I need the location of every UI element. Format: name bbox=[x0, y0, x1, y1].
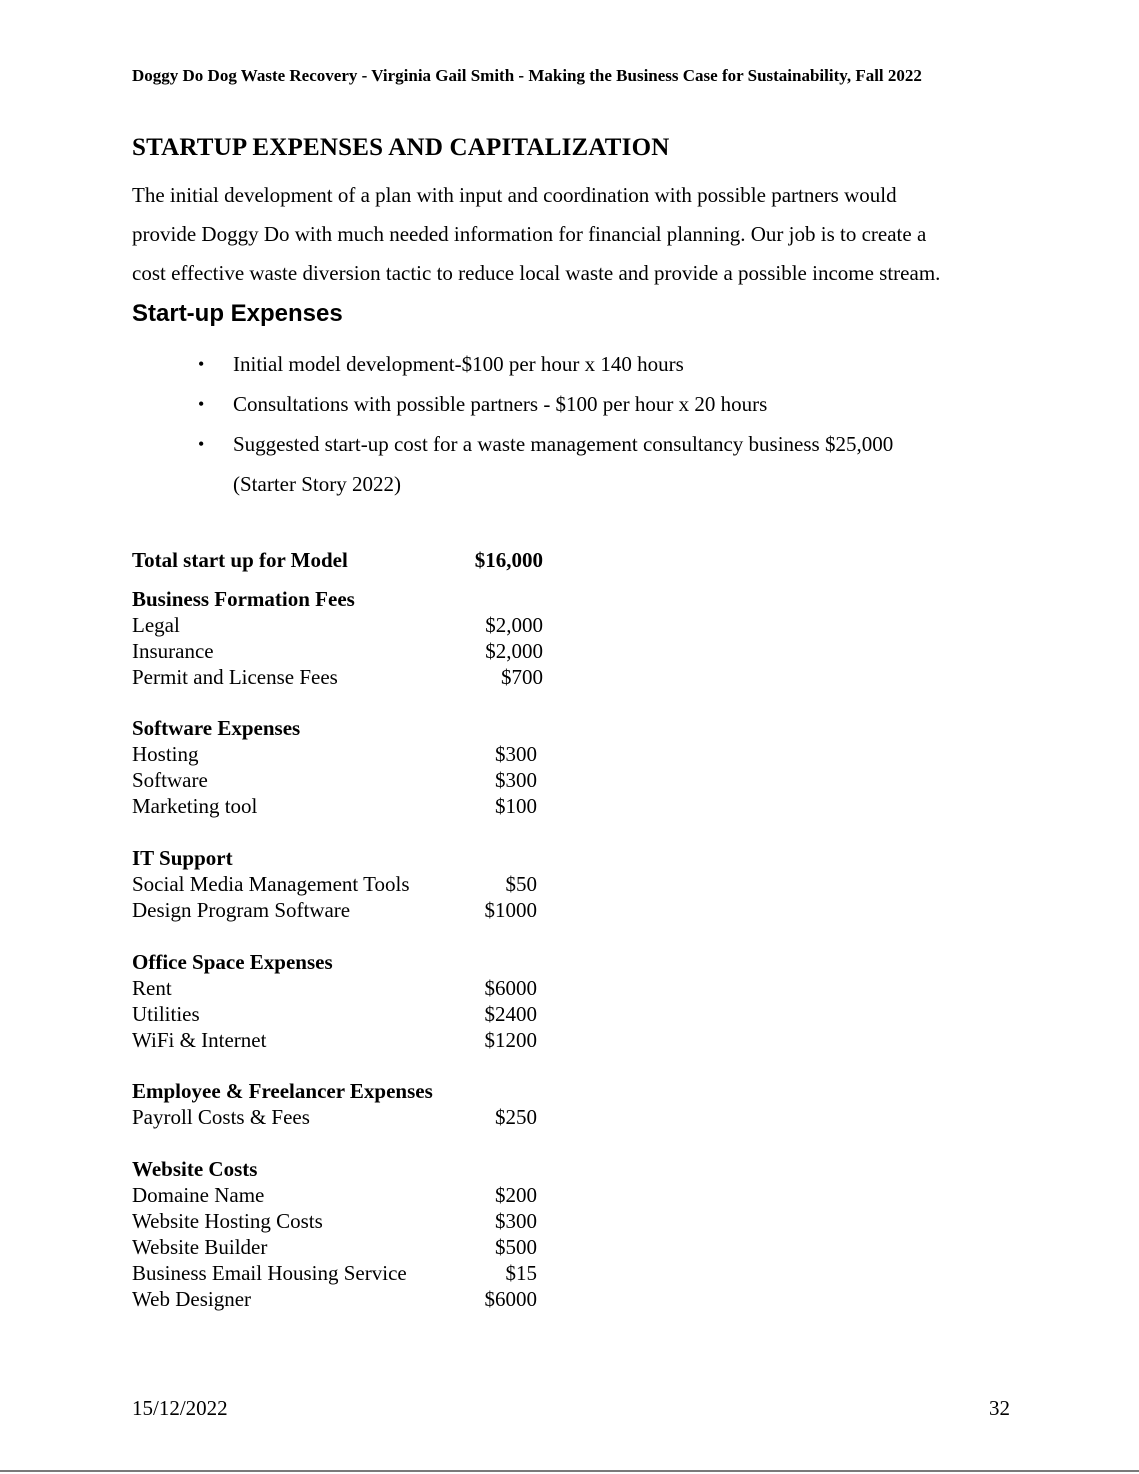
section-title: STARTUP EXPENSES AND CAPITALIZATION bbox=[132, 134, 670, 161]
item-amount: $6000 bbox=[484, 976, 537, 1000]
bullet-icon: • bbox=[198, 394, 205, 414]
item-label: Social Media Management Tools bbox=[132, 872, 410, 896]
group-heading: IT Support bbox=[132, 846, 233, 870]
item-label: Marketing tool bbox=[132, 794, 258, 818]
ledger-group-employee-freelancer bbox=[132, 1078, 552, 1130]
item-label: Business Email Housing Service bbox=[132, 1261, 407, 1285]
item-label: Web Designer bbox=[132, 1287, 252, 1311]
group-heading: Website Costs bbox=[132, 1157, 258, 1181]
page-number: 32 bbox=[989, 1396, 1010, 1420]
table-row bbox=[132, 1001, 552, 1027]
ledger-group-business-formation bbox=[132, 586, 552, 690]
table-row bbox=[132, 1208, 552, 1234]
list-item bbox=[198, 424, 993, 504]
table-row bbox=[132, 975, 552, 1001]
item-amount: $300 bbox=[495, 742, 537, 766]
list-item bbox=[198, 384, 993, 424]
bullet-text: Consultations with possible partners - $100 per hour x 20 hours bbox=[233, 392, 768, 416]
total-label: Total start up for Model bbox=[132, 548, 348, 572]
item-label: Website Hosting Costs bbox=[132, 1209, 323, 1233]
intro-paragraph bbox=[132, 176, 1032, 293]
ledger-group-website-costs bbox=[132, 1156, 552, 1312]
item-label: Utilities bbox=[132, 1002, 200, 1026]
item-label: Permit and License Fees bbox=[132, 665, 338, 689]
item-label: Website Builder bbox=[132, 1235, 268, 1259]
intro-line: cost effective waste diversion tactic to reduce local waste and provide a possible income stream. bbox=[132, 261, 941, 285]
item-label: Insurance bbox=[132, 639, 214, 663]
item-amount: $2400 bbox=[484, 1002, 537, 1026]
table-row bbox=[132, 1182, 552, 1208]
item-amount: $100 bbox=[495, 794, 537, 818]
item-amount: $250 bbox=[495, 1105, 537, 1129]
item-label: Hosting bbox=[132, 742, 199, 766]
bullet-text-continued: (Starter Story 2022) bbox=[233, 472, 401, 496]
item-amount: $1000 bbox=[484, 898, 537, 922]
ledger-group-it-support bbox=[132, 845, 552, 923]
total-amount: $16,000 bbox=[474, 548, 543, 572]
item-amount: $50 bbox=[505, 872, 537, 896]
item-label: WiFi & Internet bbox=[132, 1028, 267, 1052]
table-row bbox=[132, 793, 552, 819]
group-heading: Office Space Expenses bbox=[132, 950, 333, 974]
item-amount: $1200 bbox=[484, 1028, 537, 1052]
item-label: Rent bbox=[132, 976, 172, 1000]
item-amount: $2,000 bbox=[485, 613, 543, 637]
list-item bbox=[198, 344, 993, 384]
intro-line: The initial development of a plan with input and coordination with possible partners would bbox=[132, 183, 897, 207]
item-label: Design Program Software bbox=[132, 898, 351, 922]
table-row bbox=[132, 1286, 552, 1312]
intro-line: provide Doggy Do with much needed information for financial planning. Our job is to create a bbox=[132, 222, 927, 246]
group-heading: Employee & Freelancer Expenses bbox=[132, 1079, 433, 1103]
table-row bbox=[132, 638, 552, 664]
table-row bbox=[132, 664, 552, 690]
running-header: Doggy Do Dog Waste Recovery - Virginia Gail Smith - Making the Business Case for Sustainability, Fall 2022 bbox=[132, 66, 922, 85]
table-row bbox=[132, 1234, 552, 1260]
item-amount: $500 bbox=[495, 1235, 537, 1259]
bullet-icon: • bbox=[198, 354, 205, 374]
bottom-divider bbox=[0, 1470, 1139, 1472]
item-label: Software bbox=[132, 768, 208, 792]
item-amount: $300 bbox=[495, 1209, 537, 1233]
ledger-group-software bbox=[132, 715, 552, 819]
table-row bbox=[132, 897, 552, 923]
item-label: Payroll Costs & Fees bbox=[132, 1105, 310, 1129]
item-label: Domaine Name bbox=[132, 1183, 265, 1207]
item-label: Legal bbox=[132, 613, 180, 637]
group-heading: Business Formation Fees bbox=[132, 587, 355, 611]
ledger-group-office-space bbox=[132, 949, 552, 1053]
bullet-text: Initial model development-$100 per hour x 140 hours bbox=[233, 352, 684, 376]
table-row bbox=[132, 1260, 552, 1286]
bullet-icon: • bbox=[198, 434, 205, 454]
table-row bbox=[132, 741, 552, 767]
item-amount: $700 bbox=[501, 665, 543, 689]
group-heading: Software Expenses bbox=[132, 716, 301, 740]
item-amount: $2,000 bbox=[485, 639, 543, 663]
item-amount: $6000 bbox=[484, 1287, 537, 1311]
total-row bbox=[132, 547, 552, 573]
bullet-text: Suggested start-up cost for a waste management consultancy business $25,000 bbox=[233, 432, 894, 456]
item-amount: $200 bbox=[495, 1183, 537, 1207]
item-amount: $15 bbox=[505, 1261, 537, 1285]
table-row bbox=[132, 1027, 552, 1053]
item-amount: $300 bbox=[495, 768, 537, 792]
table-row bbox=[132, 612, 552, 638]
table-row bbox=[132, 1104, 552, 1130]
table-row bbox=[132, 871, 552, 897]
startup-bullet-list bbox=[198, 344, 993, 504]
table-row bbox=[132, 767, 552, 793]
footer-date: 15/12/2022 bbox=[132, 1396, 228, 1420]
startup-expenses-heading: Start-up Expenses bbox=[132, 300, 343, 327]
